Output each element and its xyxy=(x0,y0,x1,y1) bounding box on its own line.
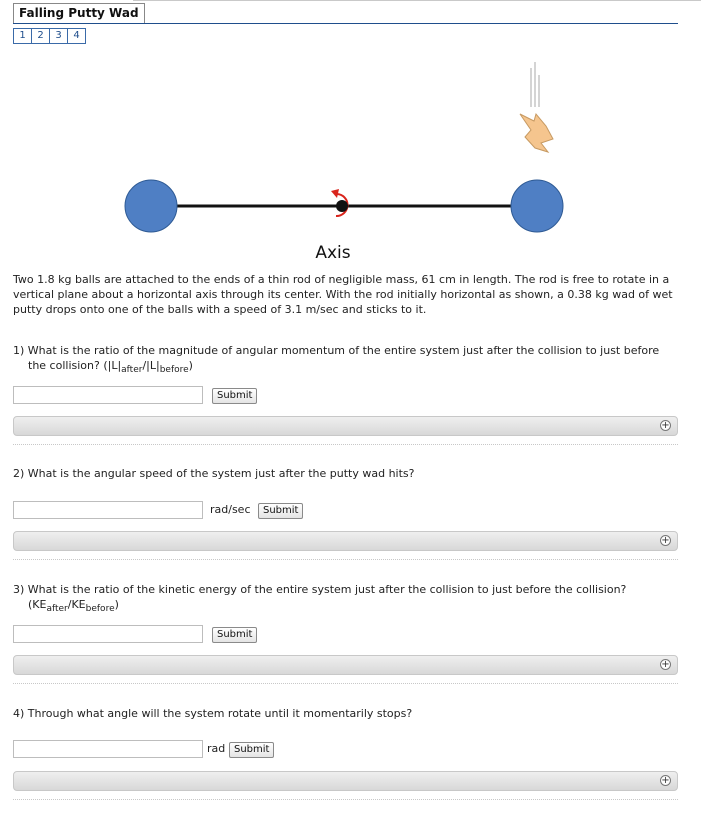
question-4-unit: rad xyxy=(207,742,226,755)
question-2-submit-button[interactable]: Submit xyxy=(258,503,303,519)
expand-plus-icon[interactable]: + xyxy=(661,535,670,546)
right-ball xyxy=(511,180,563,232)
question-4-divider xyxy=(13,799,678,800)
expand-plus-icon[interactable]: + xyxy=(661,775,670,786)
page-tab-3[interactable]: 3 xyxy=(50,29,68,43)
question-1-answer-input[interactable] xyxy=(13,386,203,404)
question-2-answer-input[interactable] xyxy=(13,501,203,519)
question-3-line1: 3) What is the ratio of the kinetic energy of the entire system just after the collision to just before the collision? xyxy=(13,583,627,596)
question-3-divider xyxy=(13,683,678,684)
question-4-text xyxy=(13,706,683,721)
question-1-divider xyxy=(13,444,678,445)
question-4-line1: 4) Through what angle will the system rotate until it momentarily stops? xyxy=(13,707,413,720)
page-tab-1[interactable]: 1 xyxy=(14,29,32,43)
question-2-text xyxy=(13,466,683,481)
question-3-answer-input[interactable] xyxy=(13,625,203,643)
axis-label: Axis xyxy=(315,243,351,263)
pivot-point xyxy=(336,200,348,212)
question-4-hint-bar[interactable] xyxy=(13,771,678,791)
question-2-unit: rad/sec xyxy=(210,503,251,516)
question-4-answer-input[interactable] xyxy=(13,740,203,758)
question-1-submit-button[interactable]: Submit xyxy=(212,388,257,404)
question-3-line2: $(KE_{after}/KE_{before})$ xyxy=(28,598,119,614)
question-3-text xyxy=(13,582,683,617)
putty-wad-icon xyxy=(520,114,553,152)
question-2-line1: 2) What is the angular speed of the system just after the putty wad hits? xyxy=(13,467,415,480)
question-4-submit-button[interactable]: Submit xyxy=(229,742,274,758)
problem-figure xyxy=(0,0,705,270)
page-tab-4[interactable]: 4 xyxy=(73,30,80,41)
question-2-divider xyxy=(13,559,678,560)
question-1-line2: the collision? $(|L|_{after}/|L|_{before})$ xyxy=(28,359,193,375)
question-2-hint-bar[interactable] xyxy=(13,531,678,551)
expand-plus-icon[interactable]: + xyxy=(661,420,670,431)
rotation-arrowhead-icon xyxy=(331,189,339,198)
page-title: Falling Putty Wad xyxy=(13,3,145,23)
question-1-text xyxy=(13,343,683,378)
left-ball xyxy=(125,180,177,232)
question-1-line1: 1) What is the ratio of the magnitude of angular momentum of the entire system just after the collision to just before xyxy=(13,344,660,357)
question-3-hint-bar[interactable] xyxy=(13,655,678,675)
page-tab-2[interactable]: 2 xyxy=(32,29,50,43)
question-3-submit-button[interactable]: Submit xyxy=(212,627,257,643)
question-1-hint-bar[interactable] xyxy=(13,416,678,436)
problem-description: Two 1.8 kg balls are attached to the ends of a thin rod of negligible mass, 61 cm in length. The rod is free to rotate in a vertical plane about a horizontal axis through its center. With the rod initially horizontal as shown, a 0.38 kg wad of wet putty drops onto one of the balls with a speed of 3.1 m/sec and sticks to it. xyxy=(13,273,673,316)
expand-plus-icon[interactable]: + xyxy=(661,659,670,670)
